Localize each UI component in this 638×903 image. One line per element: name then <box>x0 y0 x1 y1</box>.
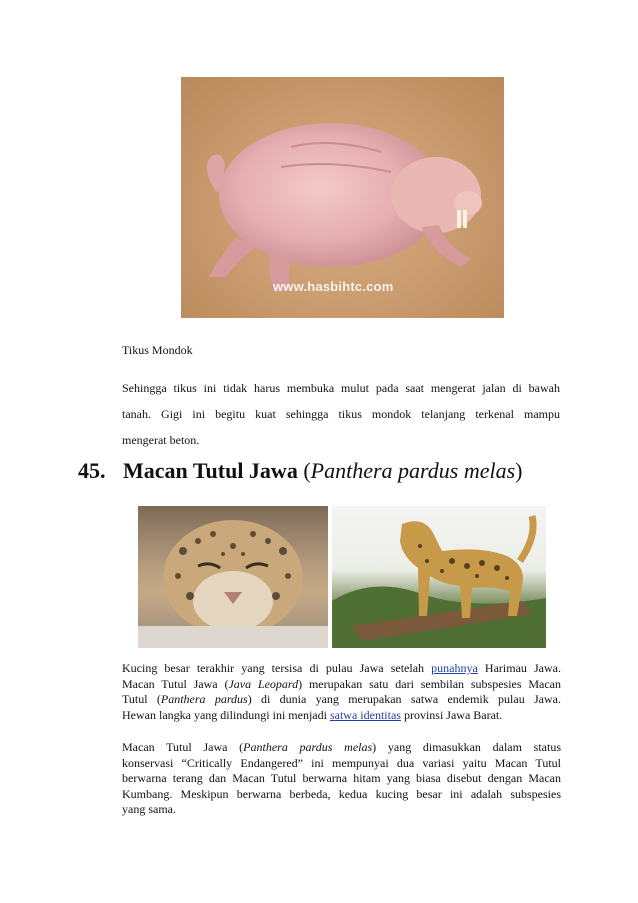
paren-close: ) <box>515 458 523 483</box>
leopard-standing-illustration <box>332 506 546 648</box>
text-run: Kucing besar terakhir yang tersisa di pulau Jawa setelah <box>122 661 425 675</box>
link-satwa-identitas[interactable]: satwa identitas <box>329 707 401 722</box>
paragraph-line <box>122 661 561 677</box>
italic-run: Java Leopard <box>228 676 299 691</box>
paragraph-line: Sehingga tikus ini tidak harus membuka mulut pada saat mengerat jalan di bawah <box>122 381 560 395</box>
paragraph-line: yang sama. <box>122 802 176 816</box>
paragraph-line <box>122 692 561 708</box>
paragraph-line: tanah. Gigi ini begitu kuat sehingga tikus mondok telanjang terkenal mampu <box>122 407 560 421</box>
section-number: 45. <box>78 458 106 483</box>
paragraph-javan-leopard-intro <box>122 661 561 723</box>
scientific-name: Panthera pardus melas <box>310 458 516 483</box>
paren-open: ( <box>303 458 311 483</box>
paragraph-mole-rat-teeth <box>122 375 560 453</box>
text-run: Harimau Jawa. <box>484 661 561 675</box>
paragraph-line <box>122 708 561 724</box>
leopard-standing-photo <box>332 506 546 648</box>
link-punahnya[interactable]: punahnya <box>431 661 478 675</box>
italic-run: Panthera pardus melas <box>243 740 373 754</box>
text-run: ) merupakan satu dari sembilan subspesies Macan <box>298 676 561 691</box>
paragraph-line: berwarna terang dan Macan Tutul berwarna hitam yang biasa disebut dengan Macan <box>122 771 561 785</box>
italic-run: Panthera pardus <box>160 692 248 706</box>
text-run: Hewan langka yang dilindungi ini menjadi <box>122 707 327 722</box>
paragraph-line <box>122 677 561 693</box>
paragraph-line: Kumbang. Meskipun berwarna berbeda, kedua kucing besar ini adalah subspesies <box>122 786 561 801</box>
paragraph-line: mengerat beton. <box>122 433 200 447</box>
text-run: provinsi Jawa Barat. <box>403 707 503 722</box>
image-watermark: www.hasbihtc.com <box>273 279 394 294</box>
paragraph-line <box>122 740 561 756</box>
paragraph-line: konservasi “Critically Endangered” ini mempunyai dua variasi yaitu Macan Tutul <box>122 755 561 770</box>
image-caption: Tikus Mondok <box>122 343 193 357</box>
text-run: Macan Tutul Jawa ( <box>122 676 229 691</box>
section-title: Macan Tutul Jawa <box>123 458 298 483</box>
leopard-face-illustration <box>138 506 328 648</box>
paragraph-javan-leopard-status <box>122 740 561 818</box>
text-run: ) di dunia yang merupakan satwa endemik pulau Jawa. <box>247 692 562 706</box>
text-run: ) yang dimasukkan dalam status <box>372 740 561 754</box>
naked-mole-rat-photo <box>181 77 504 318</box>
leopard-face-photo <box>138 506 328 648</box>
text-run: Tutul ( <box>122 692 161 706</box>
text-run: Macan Tutul Jawa ( <box>122 740 244 754</box>
section-heading <box>78 458 523 484</box>
